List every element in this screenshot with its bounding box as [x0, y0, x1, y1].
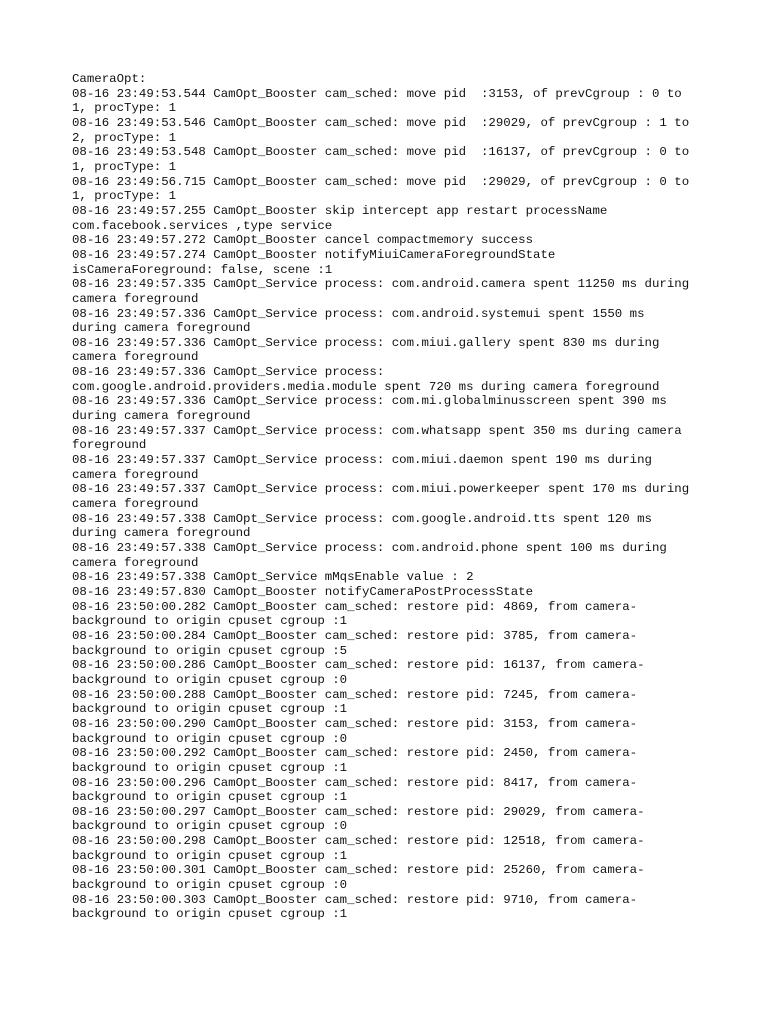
log-line: 08-16 23:50:00.303 CamOpt_Booster cam_sched: restore pid: 9710, from camera- [72, 892, 638, 907]
log-line: 08-16 23:49:57.338 CamOpt_Service process: com.google.android.tts spent 120 ms [72, 511, 652, 526]
log-line: 08-16 23:49:57.274 CamOpt_Booster notifyMiuiCameraForegroundState [72, 247, 556, 262]
log-line: background to origin cpuset cgroup :0 [72, 731, 348, 746]
log-line: camera foreground [72, 291, 199, 306]
log-line: 08-16 23:49:57.337 CamOpt_Service process: com.miui.daemon spent 190 ms during [72, 453, 652, 468]
log-line: 1, procType: 1 [72, 159, 177, 174]
log-line: background to origin cpuset cgroup :1 [72, 702, 348, 717]
log-line: 08-16 23:49:57.336 CamOpt_Service process: com.miui.gallery spent 830 ms during [72, 335, 660, 350]
log-line: 08-16 23:49:57.830 CamOpt_Booster notifyCameraPostProcessState [72, 584, 534, 599]
log-line: 08-16 23:49:57.335 CamOpt_Service process: com.android.camera spent 11250 ms during [72, 277, 690, 292]
log-line: camera foreground [72, 350, 199, 365]
log-line: background to origin cpuset cgroup :0 [72, 672, 348, 687]
log-line: during camera foreground [72, 321, 251, 336]
log-header: CameraOpt: [72, 72, 147, 86]
log-line: background to origin cpuset cgroup :5 [72, 643, 348, 658]
log-line: isCameraForeground: false, scene :1 [72, 262, 333, 277]
log-line: background to origin cpuset cgroup :1 [72, 614, 348, 629]
log-line: com.facebook.services ,type service [72, 218, 333, 233]
log-line: background to origin cpuset cgroup :0 [72, 878, 348, 893]
log-line: 08-16 23:50:00.296 CamOpt_Booster cam_sched: restore pid: 8417, from camera- [72, 775, 638, 790]
log-line: 1, procType: 1 [72, 101, 177, 116]
log-line: during camera foreground [72, 526, 251, 541]
log-line: com.google.android.providers.media.module spent 720 ms during camera foreground [72, 379, 660, 394]
log-line: background to origin cpuset cgroup :1 [72, 790, 348, 805]
log-line: 08-16 23:50:00.301 CamOpt_Booster cam_sched: restore pid: 25260, from camera- [72, 863, 645, 878]
log-line: 08-16 23:50:00.284 CamOpt_Booster cam_sched: restore pid: 3785, from camera- [72, 628, 638, 643]
log-line: 08-16 23:49:57.337 CamOpt_Service process: com.miui.powerkeeper spent 170 ms during [72, 482, 690, 497]
log-line: camera foreground [72, 497, 199, 512]
log-line: foreground [72, 438, 147, 453]
log-line: 08-16 23:50:00.282 CamOpt_Booster cam_sched: restore pid: 4869, from camera- [72, 599, 638, 614]
log-line: 08-16 23:50:00.290 CamOpt_Booster cam_sched: restore pid: 3153, from camera- [72, 716, 638, 731]
log-line: 08-16 23:49:53.548 CamOpt_Booster cam_sched: move pid :16137, of prevCgroup : 0 to [72, 145, 690, 160]
log-line: 08-16 23:49:53.546 CamOpt_Booster cam_sched: move pid :29029, of prevCgroup : 1 to [72, 115, 690, 130]
log-line: 08-16 23:49:57.338 CamOpt_Service mMqsEnable value : 2 [72, 570, 474, 585]
log-line: 08-16 23:49:57.336 CamOpt_Service process: com.mi.globalminusscreen spent 390 ms [72, 394, 667, 409]
log-line: background to origin cpuset cgroup :1 [72, 760, 348, 775]
log-line: 08-16 23:50:00.288 CamOpt_Booster cam_sched: restore pid: 7245, from camera- [72, 687, 638, 702]
log-line: during camera foreground [72, 409, 251, 424]
log-line: 08-16 23:49:57.337 CamOpt_Service process: com.whatsapp spent 350 ms during camera [72, 423, 682, 438]
log-document [72, 72, 712, 922]
log-line: 08-16 23:49:57.336 CamOpt_Service process: [72, 365, 385, 380]
log-line: 08-16 23:50:00.292 CamOpt_Booster cam_sched: restore pid: 2450, from camera- [72, 746, 638, 761]
log-line: background to origin cpuset cgroup :0 [72, 819, 348, 834]
log-lines [72, 87, 712, 922]
log-line: 08-16 23:50:00.298 CamOpt_Booster cam_sched: restore pid: 12518, from camera- [72, 834, 645, 849]
log-line: 1, procType: 1 [72, 189, 177, 204]
log-line: 08-16 23:50:00.297 CamOpt_Booster cam_sched: restore pid: 29029, from camera- [72, 804, 645, 819]
log-line: 08-16 23:50:00.286 CamOpt_Booster cam_sched: restore pid: 16137, from camera- [72, 658, 645, 673]
log-line: 08-16 23:49:57.255 CamOpt_Booster skip intercept app restart processName [72, 203, 608, 218]
log-line: 08-16 23:49:56.715 CamOpt_Booster cam_sched: move pid :29029, of prevCgroup : 0 to [72, 174, 690, 189]
log-line: 08-16 23:49:53.544 CamOpt_Booster cam_sched: move pid :3153, of prevCgroup : 0 to [72, 86, 682, 101]
log-line: camera foreground [72, 555, 199, 570]
log-line: background to origin cpuset cgroup :1 [72, 848, 348, 863]
log-line: 2, procType: 1 [72, 130, 177, 145]
log-line: 08-16 23:49:57.338 CamOpt_Service process: com.android.phone spent 100 ms during [72, 541, 667, 555]
log-line: 08-16 23:49:57.336 CamOpt_Service process: com.android.systemui spent 1550 ms [72, 306, 645, 321]
log-line: background to origin cpuset cgroup :1 [72, 907, 348, 922]
log-line: camera foreground [72, 467, 199, 482]
log-line: 08-16 23:49:57.272 CamOpt_Booster cancel compactmemory success [72, 233, 534, 248]
